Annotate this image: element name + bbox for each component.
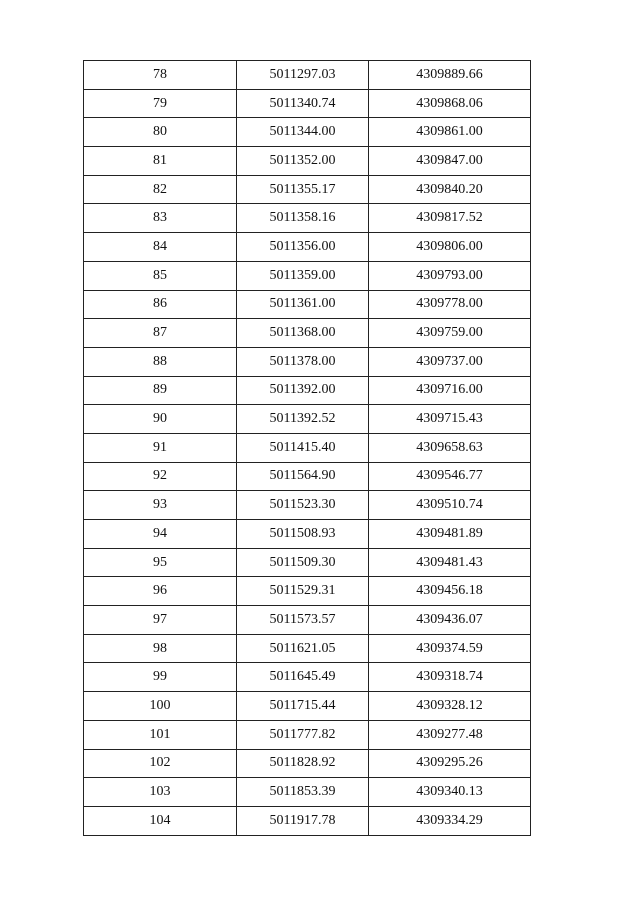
point-number-cell: 84 <box>84 233 237 262</box>
table-row <box>84 233 531 262</box>
table-row <box>84 147 531 176</box>
y-coordinate-cell: 4309759.00 <box>369 319 531 348</box>
point-number-cell: 93 <box>84 491 237 520</box>
y-coordinate-cell: 4309847.00 <box>369 147 531 176</box>
y-coordinate-cell: 4309889.66 <box>369 61 531 90</box>
point-number-cell: 100 <box>84 692 237 721</box>
y-coordinate-cell: 4309817.52 <box>369 204 531 233</box>
coordinate-table-body <box>84 61 531 836</box>
coordinate-table <box>83 60 531 836</box>
table-row <box>84 433 531 462</box>
y-coordinate-cell: 4309456.18 <box>369 577 531 606</box>
x-coordinate-cell: 5011828.92 <box>237 749 369 778</box>
x-coordinate-cell: 5011509.30 <box>237 548 369 577</box>
table-row <box>84 204 531 233</box>
y-coordinate-cell: 4309481.43 <box>369 548 531 577</box>
table-row <box>84 720 531 749</box>
point-number-cell: 104 <box>84 806 237 835</box>
y-coordinate-cell: 4309277.48 <box>369 720 531 749</box>
x-coordinate-cell: 5011392.52 <box>237 405 369 434</box>
point-number-cell: 98 <box>84 634 237 663</box>
table-row <box>84 520 531 549</box>
y-coordinate-cell: 4309778.00 <box>369 290 531 319</box>
y-coordinate-cell: 4309481.89 <box>369 520 531 549</box>
y-coordinate-cell: 4309295.26 <box>369 749 531 778</box>
x-coordinate-cell: 5011715.44 <box>237 692 369 721</box>
y-coordinate-cell: 4309658.63 <box>369 433 531 462</box>
y-coordinate-cell: 4309510.74 <box>369 491 531 520</box>
point-number-cell: 88 <box>84 347 237 376</box>
y-coordinate-cell: 4309716.00 <box>369 376 531 405</box>
x-coordinate-cell: 5011352.00 <box>237 147 369 176</box>
x-coordinate-cell: 5011359.00 <box>237 261 369 290</box>
table-row <box>84 261 531 290</box>
table-row <box>84 376 531 405</box>
point-number-cell: 85 <box>84 261 237 290</box>
point-number-cell: 92 <box>84 462 237 491</box>
table-row <box>84 548 531 577</box>
table-row <box>84 462 531 491</box>
y-coordinate-cell: 4309806.00 <box>369 233 531 262</box>
x-coordinate-cell: 5011917.78 <box>237 806 369 835</box>
y-coordinate-cell: 4309737.00 <box>369 347 531 376</box>
point-number-cell: 86 <box>84 290 237 319</box>
y-coordinate-cell: 4309436.07 <box>369 606 531 635</box>
x-coordinate-cell: 5011645.49 <box>237 663 369 692</box>
x-coordinate-cell: 5011392.00 <box>237 376 369 405</box>
y-coordinate-cell: 4309340.13 <box>369 778 531 807</box>
y-coordinate-cell: 4309546.77 <box>369 462 531 491</box>
point-number-cell: 99 <box>84 663 237 692</box>
table-row <box>84 118 531 147</box>
table-row <box>84 319 531 348</box>
point-number-cell: 80 <box>84 118 237 147</box>
point-number-cell: 102 <box>84 749 237 778</box>
table-row <box>84 663 531 692</box>
x-coordinate-cell: 5011344.00 <box>237 118 369 147</box>
table-row <box>84 634 531 663</box>
point-number-cell: 101 <box>84 720 237 749</box>
y-coordinate-cell: 4309328.12 <box>369 692 531 721</box>
point-number-cell: 96 <box>84 577 237 606</box>
x-coordinate-cell: 5011573.57 <box>237 606 369 635</box>
x-coordinate-cell: 5011508.93 <box>237 520 369 549</box>
table-row <box>84 290 531 319</box>
table-row <box>84 577 531 606</box>
point-number-cell: 78 <box>84 61 237 90</box>
table-row <box>84 347 531 376</box>
point-number-cell: 79 <box>84 89 237 118</box>
table-row <box>84 89 531 118</box>
table-row <box>84 175 531 204</box>
y-coordinate-cell: 4309793.00 <box>369 261 531 290</box>
point-number-cell: 94 <box>84 520 237 549</box>
x-coordinate-cell: 5011529.31 <box>237 577 369 606</box>
point-number-cell: 82 <box>84 175 237 204</box>
table-row <box>84 806 531 835</box>
x-coordinate-cell: 5011378.00 <box>237 347 369 376</box>
table-row <box>84 606 531 635</box>
point-number-cell: 81 <box>84 147 237 176</box>
table-row <box>84 692 531 721</box>
point-number-cell: 89 <box>84 376 237 405</box>
point-number-cell: 83 <box>84 204 237 233</box>
point-number-cell: 95 <box>84 548 237 577</box>
point-number-cell: 97 <box>84 606 237 635</box>
y-coordinate-cell: 4309715.43 <box>369 405 531 434</box>
x-coordinate-cell: 5011777.82 <box>237 720 369 749</box>
point-number-cell: 90 <box>84 405 237 434</box>
point-number-cell: 103 <box>84 778 237 807</box>
y-coordinate-cell: 4309840.20 <box>369 175 531 204</box>
table-row <box>84 61 531 90</box>
table-row <box>84 405 531 434</box>
x-coordinate-cell: 5011361.00 <box>237 290 369 319</box>
x-coordinate-cell: 5011340.74 <box>237 89 369 118</box>
x-coordinate-cell: 5011355.17 <box>237 175 369 204</box>
x-coordinate-cell: 5011358.16 <box>237 204 369 233</box>
x-coordinate-cell: 5011415.40 <box>237 433 369 462</box>
table-row <box>84 491 531 520</box>
x-coordinate-cell: 5011297.03 <box>237 61 369 90</box>
y-coordinate-cell: 4309374.59 <box>369 634 531 663</box>
table-row <box>84 778 531 807</box>
x-coordinate-cell: 5011523.30 <box>237 491 369 520</box>
y-coordinate-cell: 4309318.74 <box>369 663 531 692</box>
x-coordinate-cell: 5011853.39 <box>237 778 369 807</box>
x-coordinate-cell: 5011368.00 <box>237 319 369 348</box>
x-coordinate-cell: 5011621.05 <box>237 634 369 663</box>
point-number-cell: 91 <box>84 433 237 462</box>
x-coordinate-cell: 5011564.90 <box>237 462 369 491</box>
y-coordinate-cell: 4309868.06 <box>369 89 531 118</box>
point-number-cell: 87 <box>84 319 237 348</box>
x-coordinate-cell: 5011356.00 <box>237 233 369 262</box>
table-row <box>84 749 531 778</box>
y-coordinate-cell: 4309861.00 <box>369 118 531 147</box>
y-coordinate-cell: 4309334.29 <box>369 806 531 835</box>
